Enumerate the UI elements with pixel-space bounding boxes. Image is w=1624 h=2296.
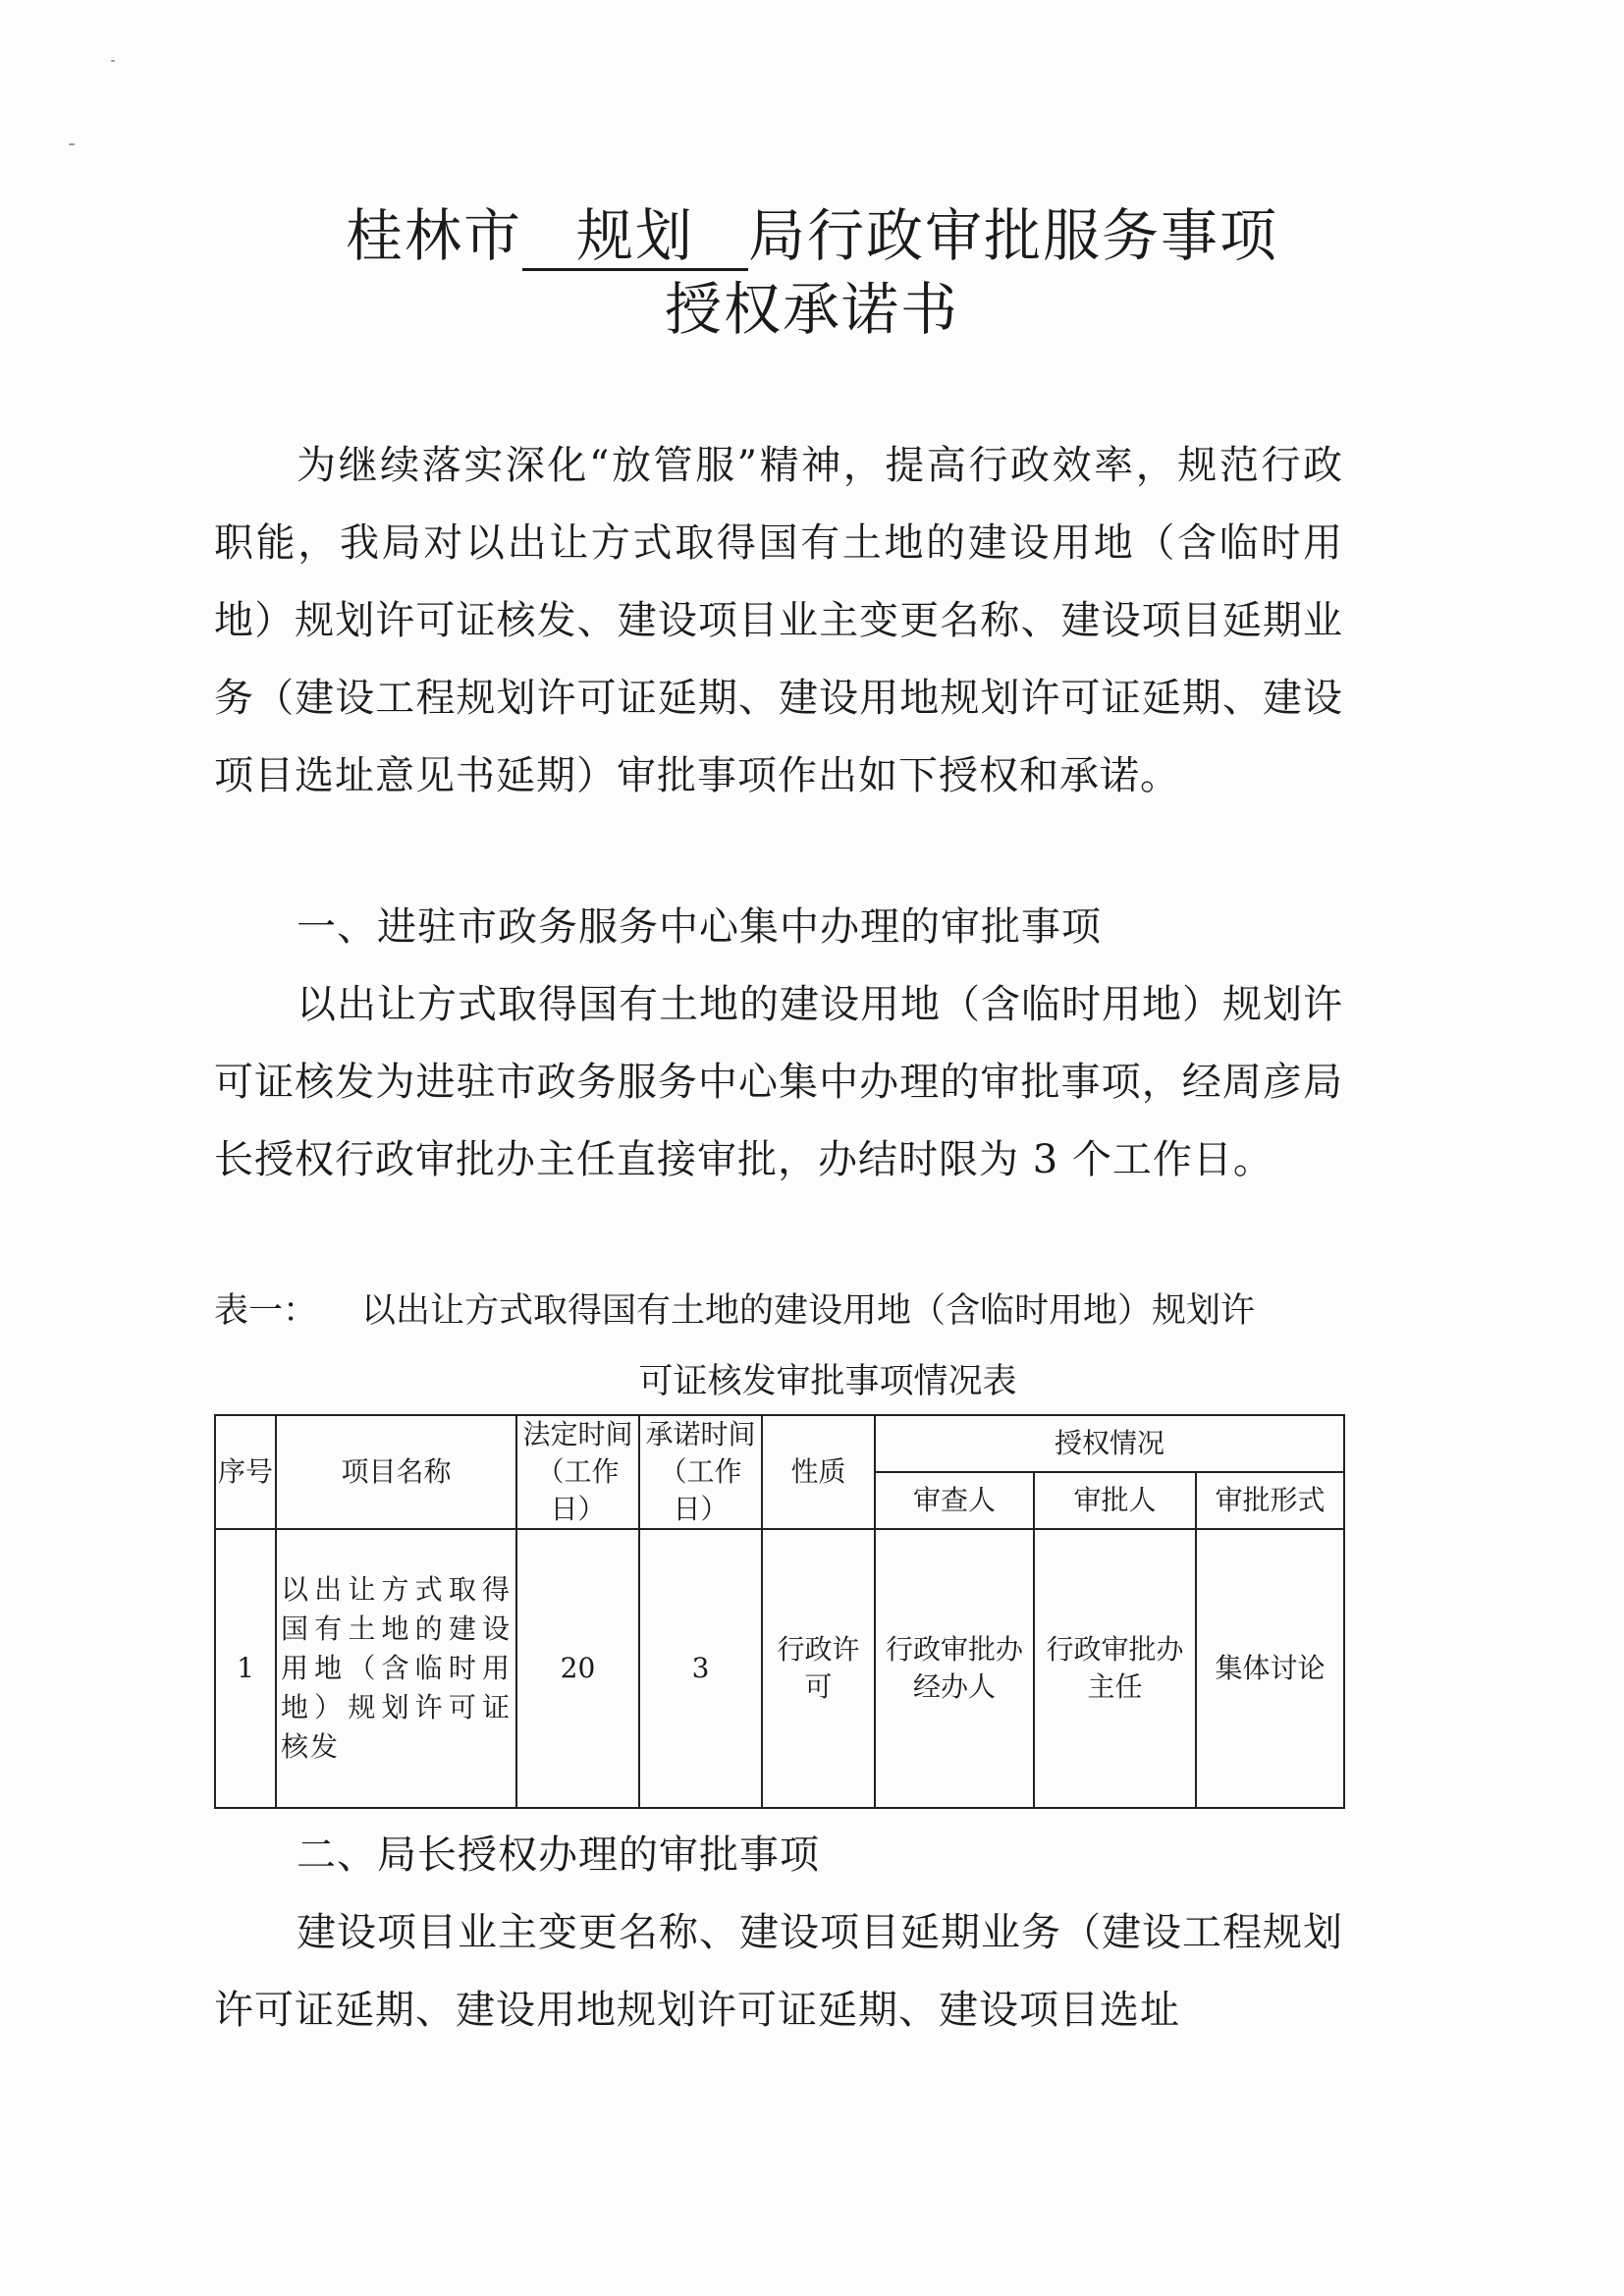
row-approver: 行政审批办主任 — [1034, 1529, 1196, 1808]
header-seq: 序号 — [215, 1415, 276, 1529]
section2-body: 建设项目业主变更名称、建设项目延期业务（建设工程规划许可证延期、建设用地规划许可证延期、建设项目选址 — [214, 1910, 1343, 2033]
approval-items-table — [214, 1414, 1345, 1809]
document-title-line1 — [0, 196, 1624, 275]
row-promise-time: 3 — [639, 1529, 762, 1808]
table-caption-line1 — [214, 1277, 1343, 1345]
row-legal-time: 20 — [516, 1529, 639, 1808]
table-caption-lead: 表一： — [214, 1291, 318, 1331]
table-row — [215, 1529, 1344, 1808]
header-approval-form: 审批形式 — [1196, 1472, 1344, 1529]
document-title-line2: 授权承诺书 — [664, 276, 959, 343]
header-reviewer: 审查人 — [875, 1472, 1034, 1529]
title-suffix: 局行政审批服务事项 — [748, 202, 1279, 269]
header-promise-time — [639, 1415, 762, 1529]
header-name: 项目名称 — [276, 1415, 516, 1529]
row-nature: 行政许可 — [762, 1529, 875, 1808]
row-name: 以出让方式取得国有土地的建设用地（含临时用地）规划许可证核发 — [276, 1529, 516, 1808]
header-legal-time-line1: 法定时间 — [522, 1418, 633, 1450]
scan-speck — [111, 60, 115, 62]
row-approval-form: 集体讨论 — [1196, 1529, 1344, 1808]
scan-speck — [69, 143, 75, 145]
header-promise-time-line2: （工作日） — [659, 1455, 742, 1525]
section1-heading: 一、进驻市政务服务中心集中办理的审批事项 — [297, 904, 1102, 950]
header-legal-time — [516, 1415, 639, 1529]
title-fill-blank: 规划 — [522, 203, 748, 271]
row-reviewer: 行政审批办经办人 — [875, 1529, 1034, 1808]
header-nature: 性质 — [762, 1415, 875, 1529]
table-caption-text: 以出让方式取得国有土地的建设用地（含临时用地）规划许 — [361, 1291, 1256, 1331]
section2-heading: 二、局长授权办理的审批事项 — [297, 1832, 820, 1878]
table-caption-line2: 可证核发审批事项情况表 — [638, 1362, 1017, 1401]
section1-body: 以出让方式取得国有土地的建设用地（含临时用地）规划许可证核发为进驻市政务服务中心集中办理的审批事项，经周彦局长授权行政审批办主任直接审批，办结时限为 3 个工作日。 — [214, 982, 1343, 1182]
header-auth-group: 授权情况 — [875, 1415, 1344, 1472]
intro-paragraph: 为继续落实深化“放管服”精神，提高行政效率，规范行政职能，我局对以出让方式取得国有土地的建设用地（含临时用地）规划许可证核发、建设项目业主变更名称、建设项目延期业务（建设工程规划许可证延期、建设用地规划许可证延期、建设项目选址意见书延期）审批事项作出如下授权和承诺。 — [214, 443, 1343, 798]
header-legal-time-line2: （工作日） — [536, 1455, 620, 1525]
header-approver: 审批人 — [1034, 1472, 1196, 1529]
row-seq: 1 — [215, 1529, 276, 1808]
header-promise-time-line1: 承诺时间 — [645, 1418, 756, 1450]
title-prefix: 桂林市 — [345, 202, 522, 269]
